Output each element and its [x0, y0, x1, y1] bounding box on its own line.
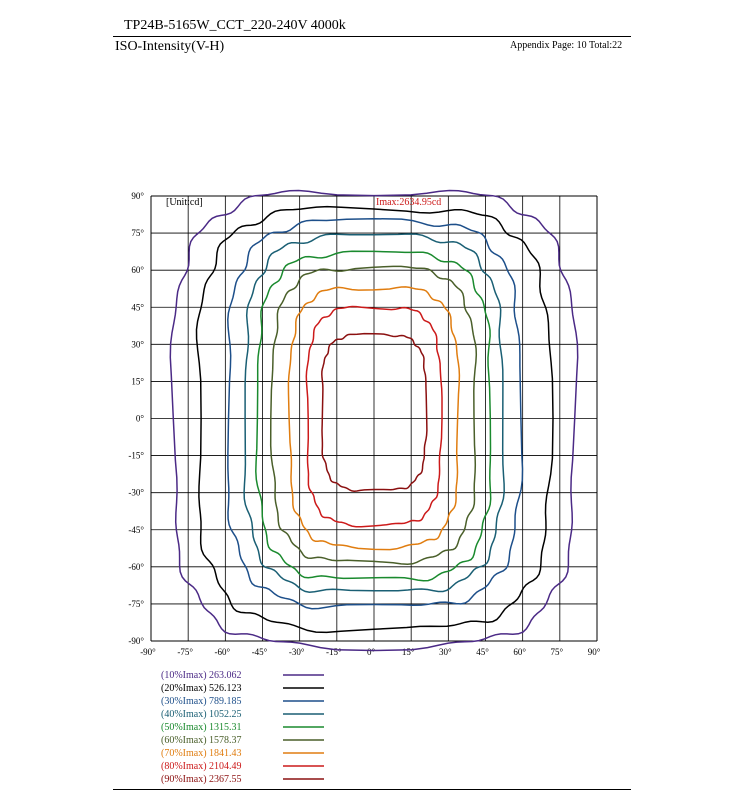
x-tick-label: 30°	[439, 647, 452, 657]
x-tick-label: 45°	[476, 647, 489, 657]
x-tick-label: 15°	[401, 647, 415, 657]
page-info: Appendix Page: 10 Total:22	[510, 40, 623, 51]
y-tick-label: 15°	[131, 376, 144, 387]
x-tick-label: -60°	[214, 647, 231, 657]
y-tick-label: -30°	[128, 487, 144, 498]
y-tick-label: -45°	[128, 524, 144, 535]
page-subtitle: ISO-Intensity(V-H)	[115, 39, 225, 54]
y-tick-label: 30°	[131, 339, 144, 350]
y-tick-label: 90°	[131, 191, 144, 201]
y-tick-label: 0°	[135, 413, 144, 424]
unit-label: [Unit:cd]	[166, 197, 203, 208]
y-tick-label: -15°	[128, 450, 144, 461]
contour-line	[256, 251, 491, 581]
x-tick-label: 0°	[366, 647, 376, 657]
y-tick-label: -60°	[128, 561, 144, 572]
y-tick-labels	[128, 191, 144, 646]
x-tick-label: -75°	[177, 647, 193, 657]
x-tick-label: -45°	[251, 647, 268, 657]
legend-label: (70%Imax) 1841.43	[161, 748, 242, 759]
x-tick-labels	[140, 647, 601, 657]
y-tick-label: 45°	[131, 302, 144, 313]
y-tick-label: 60°	[131, 265, 144, 276]
legend-label: (50%Imax) 1315.31	[161, 722, 242, 733]
y-tick-label: 75°	[131, 228, 144, 239]
legend-label: (40%Imax) 1052.25	[161, 709, 242, 720]
footer-rule	[113, 789, 631, 790]
legend-label: (90%Imax) 2367.55	[161, 774, 242, 785]
x-tick-label: 75°	[550, 647, 564, 657]
x-tick-label: -90°	[140, 647, 156, 657]
grid	[151, 196, 597, 641]
legend-label: (20%Imax) 526.123	[161, 683, 242, 694]
x-tick-label: -30°	[288, 647, 305, 657]
document-title: TP24B-5165W_CCT_220-240V 4000k	[124, 18, 346, 33]
y-tick-label: -90°	[128, 636, 144, 646]
legend-label: (60%Imax) 1578.37	[161, 735, 242, 746]
x-tick-label: 90°	[587, 647, 601, 657]
legend-label: (10%Imax) 263.062	[161, 670, 242, 681]
x-tick-label: -15°	[326, 647, 342, 657]
legend-label: (80%Imax) 2104.49	[161, 761, 242, 772]
y-tick-label: -75°	[128, 598, 144, 609]
legend-label: (30%Imax) 789.185	[161, 696, 242, 707]
legend	[161, 670, 324, 785]
x-tick-label: 60°	[513, 647, 526, 657]
imax-label: Imax:2634.95cd	[376, 197, 442, 208]
